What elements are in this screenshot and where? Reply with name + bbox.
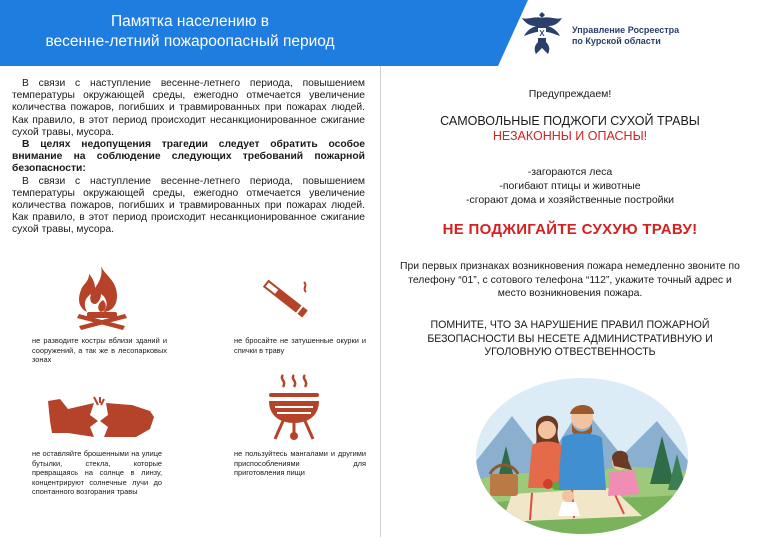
- liability-notice: ПОМНИТЕ, ЧТО ЗА НАРУШЕНИЕ ПРАВИЛ ПОЖАРНОЙ БЕЗОПАСНОСТИ ВЫ НЕСЕТЕ АДМИНИСТРАТИВНУЮ И УГОЛОВНУЮ ОТВЕСТВЕННОСТЬ: [427, 319, 713, 358]
- headline: [395, 114, 745, 144]
- rule-campfire: не разводите костры вблизи зданий и сооружений, а так же в лесопарковых зонах: [32, 336, 167, 364]
- headline-line1: САМОВОЛЬНЫЕ ПОДЖОГИ СУХОЙ ТРАВЫ: [440, 114, 700, 128]
- emergency-phones: При первых признаках возникновения пожара немедленно звоните по телефону “01”, с сотового телефона “112”, укажите точный адрес и место возникновения пожара.: [400, 261, 740, 299]
- intro-paragraph-2: В целях недопущения трагедии следует обратить особое внимание на соблюдение следующих требований пожарной безопасности:: [12, 139, 365, 175]
- warning-label: Предупреждаем!: [528, 88, 612, 100]
- intro-text: [12, 78, 365, 237]
- org-header: [380, 0, 760, 66]
- intro-paragraph-3: В связи с наступление весенне-летнего периода, повышением температуры окружающей среды, ежегодно отмечается увеличение количества пожаров, погибших и травмированных при пожарах людей. Как правило, в этот период происходит несанкционированное сжигание сухой травы, мусора.: [12, 175, 365, 236]
- column-divider: [380, 66, 381, 537]
- rule-cigarette: не бросайте не затушенные окурки и спички в траву: [234, 336, 366, 355]
- page-title-line2: весенне-летний пожароопасный период: [45, 33, 335, 50]
- grill-icon: [263, 373, 325, 443]
- list-item: -сгорают дома и хозяйственные постройки: [465, 194, 675, 206]
- eagle-emblem-icon: [520, 8, 564, 58]
- rule-grill: не пользуйтесь мангалами и другими приспособлениями для приготовления пищи: [234, 449, 366, 477]
- org-name: Управление Росреестра по Курской области: [572, 25, 680, 46]
- headline-line2: НЕЗАКОННЫ И ОПАСНЫ!: [492, 129, 648, 143]
- header-banner: [0, 0, 380, 66]
- big-warning: НЕ ПОДЖИГАЙТЕ СУХУЮ ТРАВУ!: [442, 221, 698, 238]
- rule-bottles: не оставляйте брошенными на улице бутылки, стекла, которые превращаясь на солнце в линзу, концентрируют солнечные лучи до спонтанного возгорания травы: [32, 449, 162, 496]
- list-item: -загораются леса: [527, 166, 613, 178]
- family-picnic-illustration: [472, 366, 692, 534]
- page-title-line1: Памятка населению в: [110, 13, 270, 30]
- consequences-list: [395, 165, 745, 207]
- campfire-icon: [73, 264, 131, 330]
- intro-paragraph-1: В связи с наступление весенне-летнего периода, повышением температуры окружающей среды, ежегодно отмечается увеличение количества пожаров, погибших и травмированных при пожарах людей. Как правило, в этот период происходит несанкционированное сжигание сухой травы, мусора.: [12, 78, 365, 138]
- broken-bottle-icon: [46, 395, 156, 441]
- list-item: -погибают птицы и животные: [499, 180, 641, 192]
- cigarette-icon: [258, 278, 312, 320]
